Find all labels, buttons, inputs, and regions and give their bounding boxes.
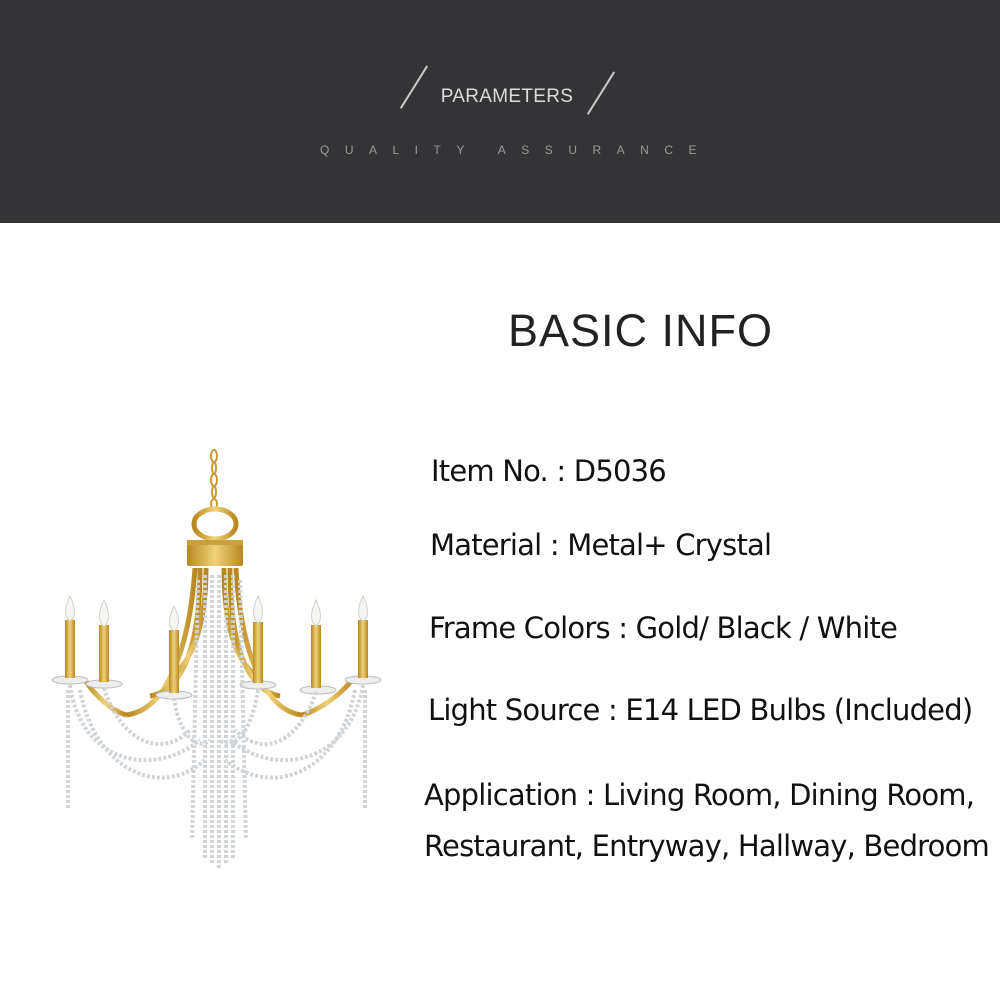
spec-application-line2: Restaurant, Entryway, Hallway, Bedroom bbox=[424, 829, 989, 863]
spec-item-no: Item No. : D5036 bbox=[431, 454, 666, 488]
header-subtitle: QUALITY ASSURANCE bbox=[320, 143, 712, 157]
header-banner bbox=[0, 0, 1000, 223]
spec-frame-colors: Frame Colors : Gold/ Black / White bbox=[429, 611, 898, 645]
section-title: BASIC INFO bbox=[508, 305, 774, 356]
crystal-chandelier-image bbox=[40, 440, 400, 880]
spec-light-source: Light Source : E14 LED Bulbs (Included) bbox=[428, 693, 973, 727]
spec-material: Material : Metal+ Crystal bbox=[430, 528, 772, 562]
header-title: PARAMETERS bbox=[440, 86, 574, 107]
spec-application-line1: Application : Living Room, Dining Room, bbox=[424, 778, 975, 812]
